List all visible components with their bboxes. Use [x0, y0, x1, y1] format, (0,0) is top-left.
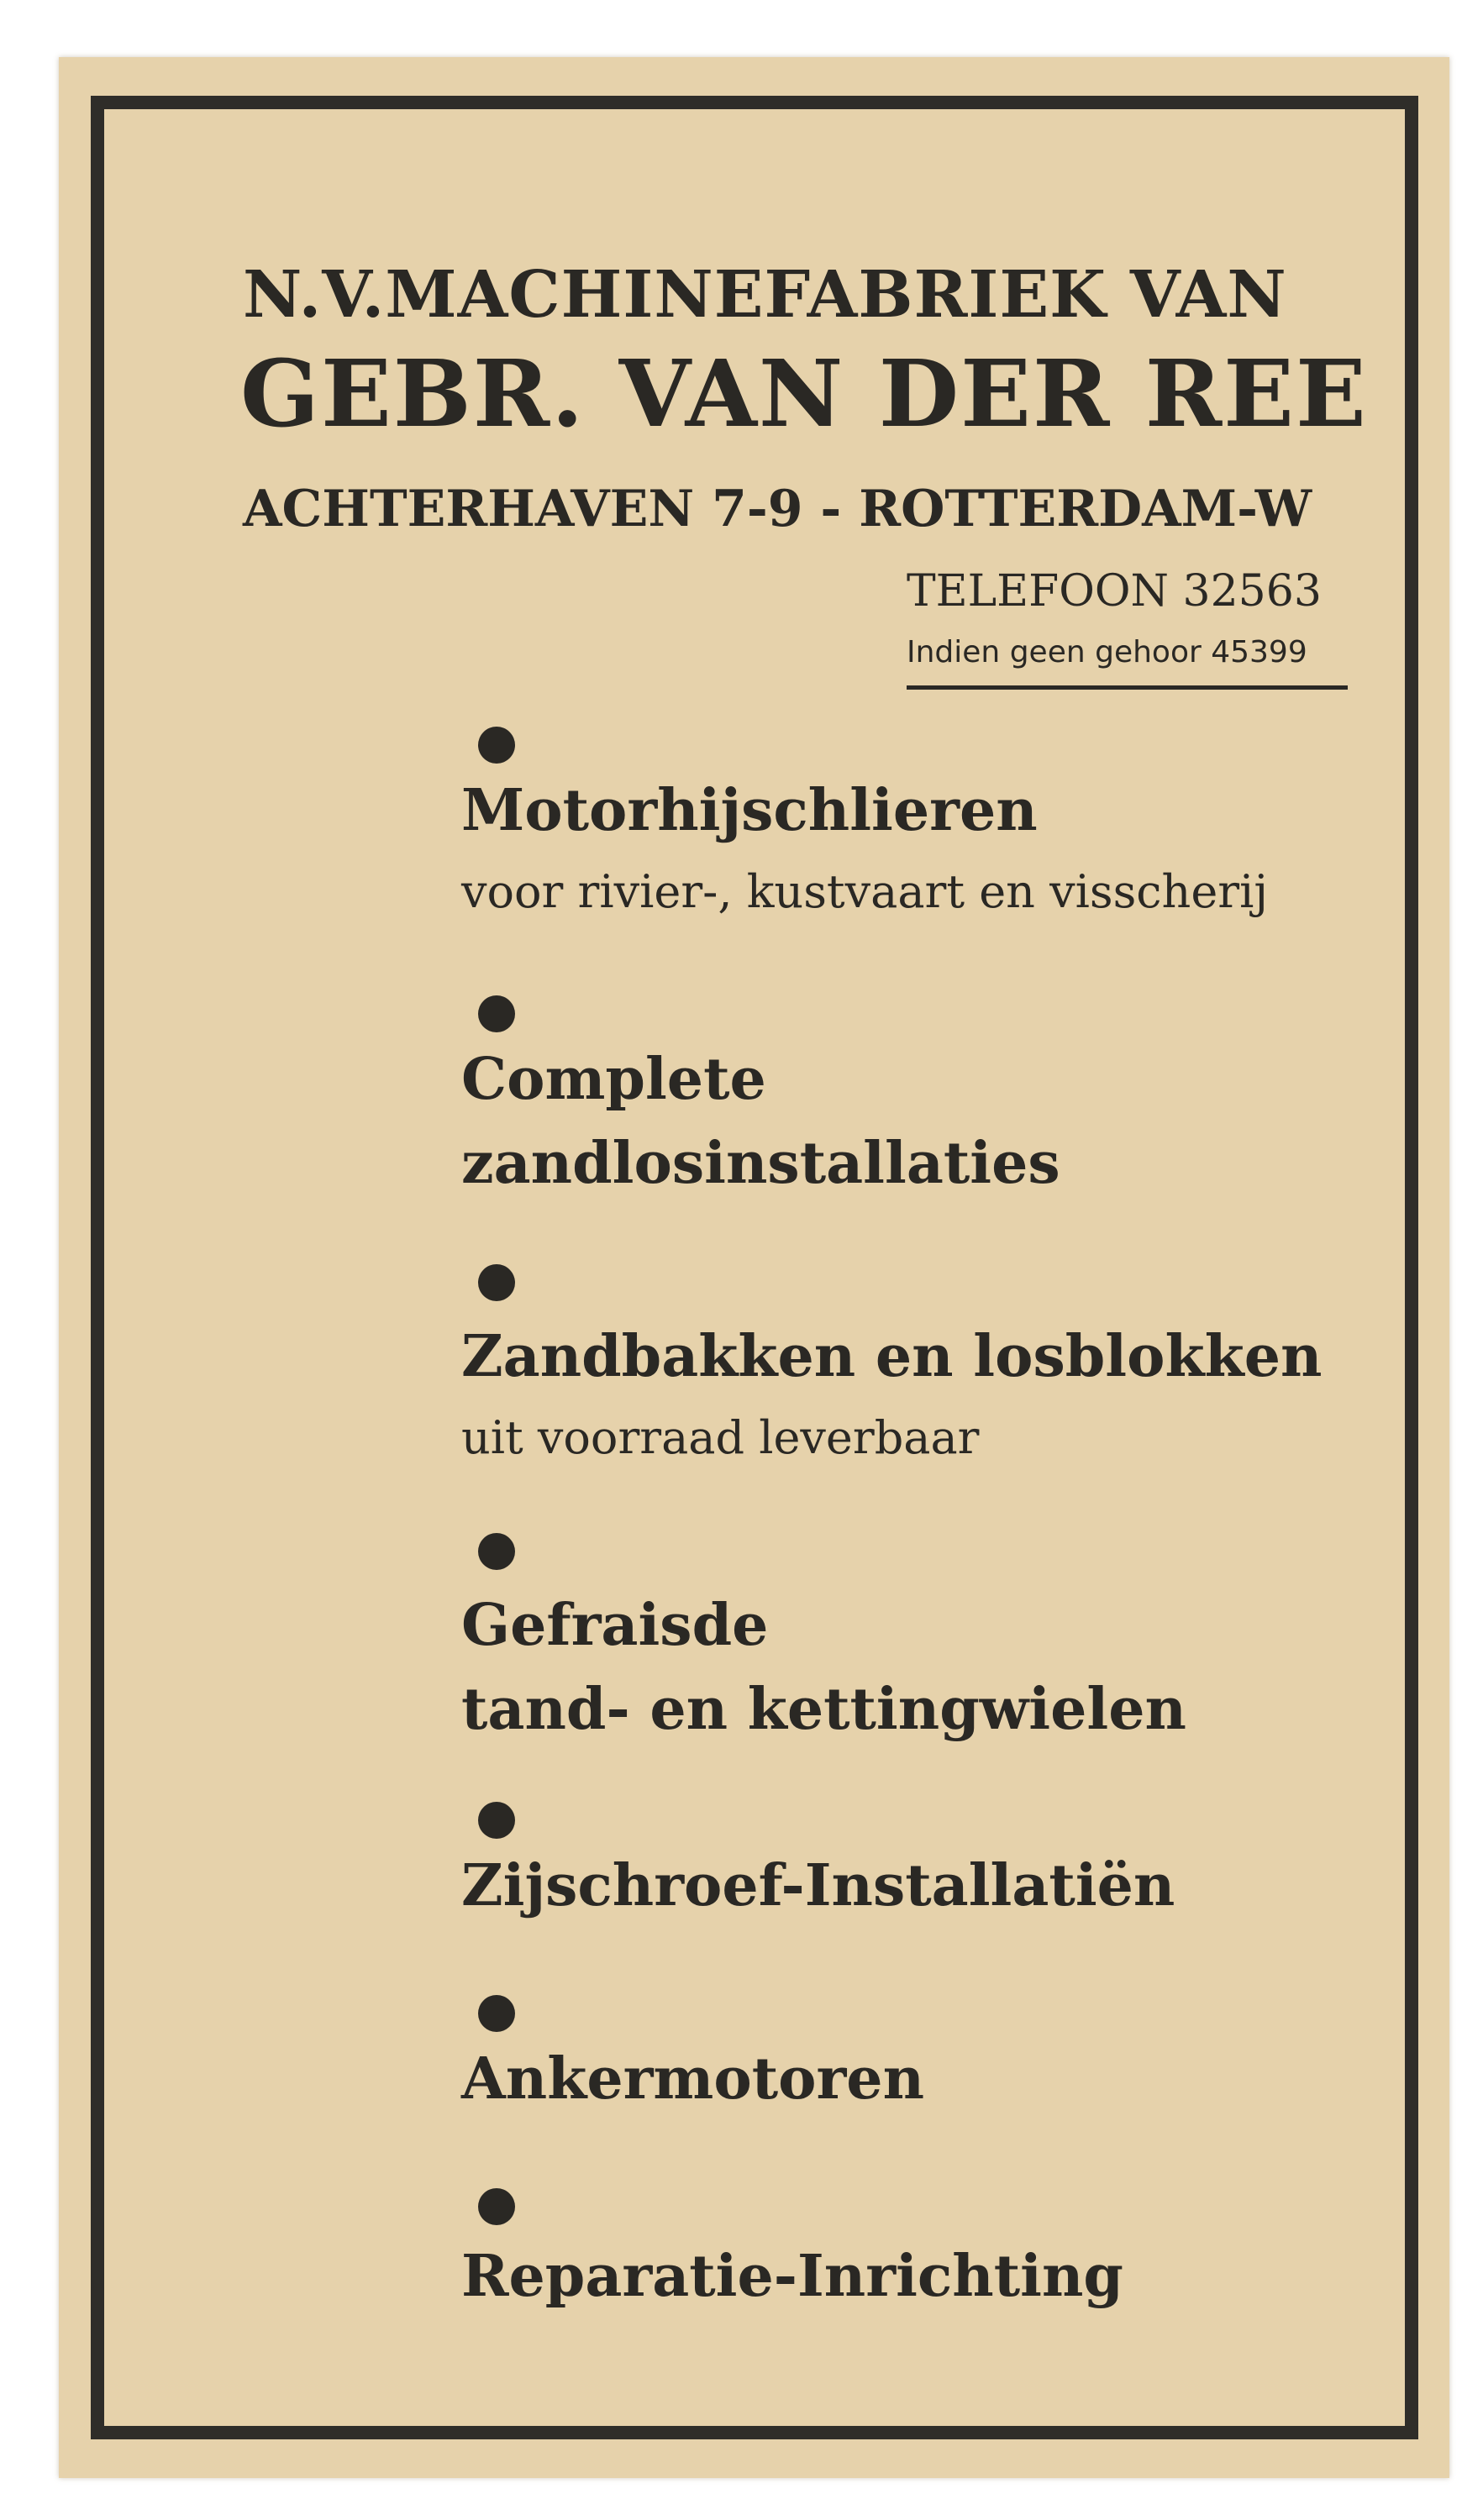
advertisement-page [59, 57, 1449, 2478]
item-title: Complete [461, 1046, 766, 1113]
company-type-line: N.V.MACHINEFABRIEK VAN [243, 257, 1287, 333]
item-title-continued: zandlosinstallaties [461, 1130, 1060, 1197]
bullet-icon [478, 1802, 515, 1839]
bullet-icon [478, 1264, 515, 1301]
bullet-icon [478, 2188, 515, 2225]
header-divider [907, 685, 1348, 690]
bullet-icon [478, 727, 515, 764]
item-title: Motorhijschlieren [461, 777, 1038, 844]
bullet-icon [478, 1995, 515, 2032]
telephone-number: TELEFOON 32563 [907, 566, 1322, 617]
company-name: GEBR. VAN DER REE [240, 339, 1368, 448]
item-title: Reparatie-Inrichting [461, 2243, 1123, 2310]
item-title: Gefraisde [461, 1592, 769, 1659]
item-subtitle: voor rivier-, kustvaart en visscherij [461, 865, 1269, 918]
page-border [91, 96, 1418, 2439]
item-subtitle: uit voorraad leverbaar [461, 1411, 980, 1464]
item-title: Zijschroef-Installatiën [461, 1852, 1175, 1919]
bullet-icon [478, 995, 515, 1032]
item-title: Zandbakken en losblokken [461, 1323, 1323, 1390]
company-address: ACHTERHAVEN 7-9 - ROTTERDAM-W [243, 480, 1312, 538]
alternate-phone-number: Indien geen gehoor 45399 [907, 635, 1307, 669]
item-title: Ankermotoren [461, 2045, 925, 2113]
item-title-continued: tand- en kettingwielen [461, 1676, 1186, 1743]
bullet-icon [478, 1533, 515, 1570]
